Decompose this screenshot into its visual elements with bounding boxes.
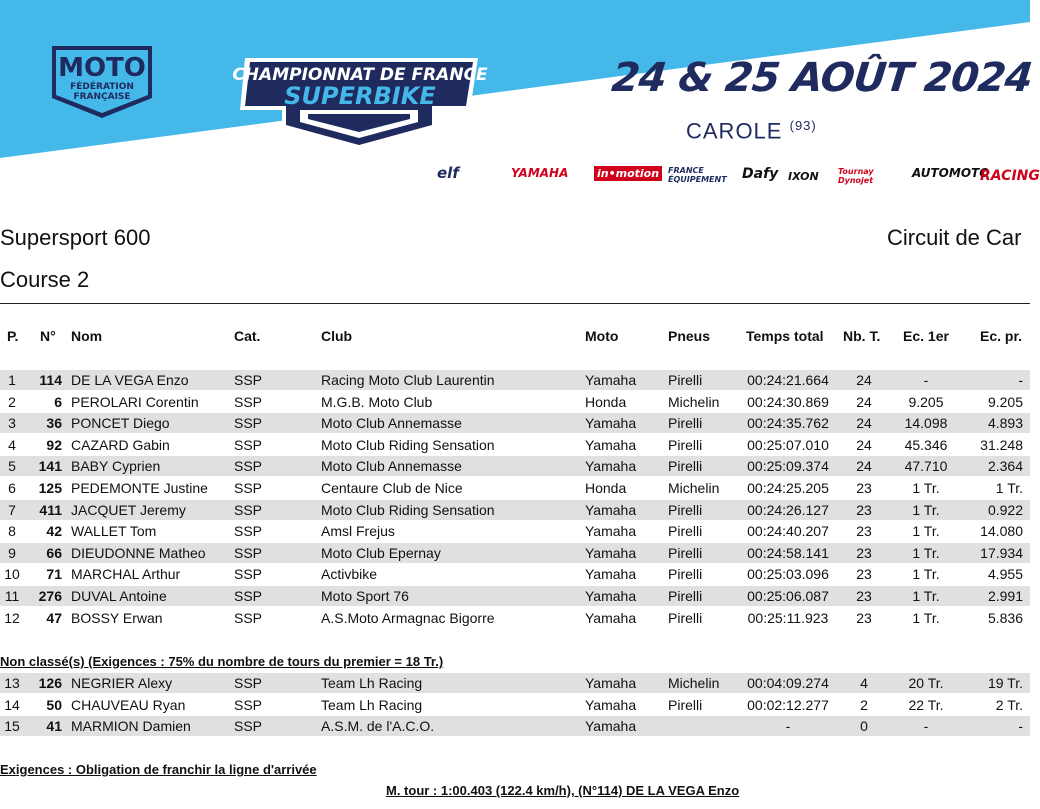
cell-gap-prev: 2.991: [987, 588, 1023, 604]
ffm-logo-line3: FRANÇAISE: [73, 92, 131, 102]
cell-laps: 23: [856, 609, 872, 626]
not-classified-heading: Non classé(s) (Exigences : 75% du nombre de tours du premier = 18 Tr.): [0, 654, 444, 669]
result-row: [0, 500, 1030, 520]
cell-club: A.S.M. de l'A.C.O.: [321, 718, 435, 735]
cell-gap-prev: 0.922: [987, 501, 1023, 518]
cell-laps: 23: [856, 480, 872, 496]
cell-name: PEROLARI Corentin: [71, 393, 199, 410]
cell-tyres: Pirelli: [668, 523, 703, 540]
cell-num: 411: [39, 501, 62, 518]
cell-gap-prev: -: [1018, 718, 1023, 735]
cell-num: 66: [46, 544, 62, 561]
cell-laps: 24: [856, 458, 872, 475]
cell-total-time: 00:24:35.762: [747, 415, 829, 432]
cell-moto: Yamaha: [585, 523, 637, 540]
cell-total-time: -: [785, 718, 791, 735]
cell-laps: 2: [860, 696, 868, 713]
event-date: 24 & 25 AOÛT 2024: [609, 55, 1035, 101]
cell-gap-first: 45.346: [904, 436, 948, 453]
result-row: [0, 543, 1030, 563]
cell-total-time: 00:25:03.096: [747, 566, 829, 583]
cell-gap-first: -: [923, 372, 929, 388]
cell-name: BOSSY Erwan: [71, 609, 163, 626]
cell-pos: 3: [8, 415, 16, 432]
event-venue: [686, 118, 817, 144]
cell-laps: 23: [856, 588, 872, 604]
cell-moto: Yamaha: [585, 696, 637, 713]
cell-gap-prev: 2.364: [987, 458, 1023, 475]
cell-gap-first: 14.098: [904, 415, 948, 432]
sponsor-racing-logo: RACING: [980, 168, 1040, 184]
cell-gap-first: 9.205: [908, 393, 944, 410]
cell-gap-prev: 9.205: [987, 393, 1023, 410]
cell-laps: 4: [860, 675, 868, 691]
cell-cat: SSP: [234, 458, 263, 475]
cell-total-time: 00:24:25.205: [747, 480, 829, 496]
cell-num: 47: [46, 609, 62, 626]
cell-pos: 13: [4, 675, 20, 691]
cell-tyres: Pirelli: [668, 566, 703, 583]
col-header-tyres: Pneus: [668, 328, 711, 344]
sponsor-automoto-logo: AUTOMOTO: [912, 166, 990, 180]
cell-laps: 24: [856, 393, 872, 410]
cell-name: CHAUVEAU Ryan: [71, 696, 186, 713]
cell-gap-first: 1 Tr.: [912, 544, 940, 561]
cell-num: 71: [46, 566, 62, 583]
cell-name: WALLET Tom: [71, 523, 157, 540]
cell-laps: 23: [856, 501, 872, 518]
sponsor-dafy-logo: Dafy: [742, 166, 779, 182]
cell-num: 141: [38, 458, 62, 475]
cell-total-time: 00:25:11.923: [747, 609, 829, 626]
col-header-num: N°: [40, 328, 56, 344]
cell-gap-prev: 17.934: [980, 544, 1023, 561]
col-header-total-time: Temps total: [746, 328, 824, 344]
cell-club: Moto Sport 76: [321, 588, 409, 604]
cell-laps: 0: [860, 718, 868, 735]
cell-gap-prev: 19 Tr.: [987, 675, 1023, 691]
cell-moto: Yamaha: [585, 588, 637, 604]
requirements-note: Exigences : Obligation de franchir la ligne d'arrivée: [0, 762, 317, 777]
col-header-cat: Cat.: [234, 328, 261, 344]
result-row: [0, 564, 1030, 584]
ffm-logo-line2: FÉDÉRATION: [70, 82, 134, 92]
cell-gap-prev: 4.893: [987, 415, 1023, 432]
cell-club: M.G.B. Moto Club: [321, 393, 433, 410]
cell-club: Team Lh Racing: [321, 675, 423, 691]
cell-moto: Honda: [585, 393, 627, 410]
cell-tyres: Pirelli: [668, 501, 703, 518]
cell-pos: 2: [8, 393, 16, 410]
cell-name: MARMION Damien: [71, 718, 191, 735]
cell-gap-prev: 2 Tr.: [995, 696, 1023, 713]
cell-gap-first: 1 Tr.: [912, 480, 940, 496]
cell-tyres: Pirelli: [668, 588, 703, 604]
cell-num: 50: [46, 696, 62, 713]
cell-gap-prev: 5.836: [987, 609, 1023, 626]
circuit-title: Circuit de Car: [887, 225, 1022, 250]
cell-total-time: 00:24:58.141: [747, 544, 829, 561]
cell-pos: 6: [8, 480, 16, 496]
cell-tyres: Pirelli: [668, 696, 703, 713]
cell-name: BABY Cyprien: [71, 458, 161, 475]
cell-cat: SSP: [234, 393, 263, 410]
col-header-name: Nom: [71, 328, 103, 344]
cell-club: Moto Club Riding Sensation: [321, 501, 495, 518]
sponsor-dynojet-logo: Tournay Dynojet: [838, 167, 874, 185]
cell-moto: Yamaha: [585, 436, 637, 453]
cell-laps: 24: [856, 415, 872, 432]
cell-tyres: Pirelli: [668, 458, 703, 475]
cell-name: MARCHAL Arthur: [71, 566, 181, 583]
cell-num: 92: [46, 436, 62, 453]
championship-logo: [232, 58, 488, 150]
cell-tyres: Pirelli: [668, 415, 703, 432]
col-header-moto: Moto: [585, 328, 619, 344]
cell-moto: Yamaha: [585, 501, 637, 518]
cell-club: Moto Club Annemasse: [321, 415, 462, 432]
cell-laps: 24: [856, 436, 872, 453]
cell-moto: Yamaha: [585, 415, 637, 432]
cell-moto: Yamaha: [585, 609, 637, 626]
cell-gap-prev: 14.080: [980, 523, 1023, 540]
result-row: [0, 521, 1030, 541]
result-row: [0, 370, 1030, 390]
cell-cat: SSP: [234, 609, 263, 626]
cell-name: DIEUDONNE Matheo: [71, 544, 206, 561]
cell-num: 125: [38, 480, 62, 496]
championship-logo-line1: CHAMPIONNAT DE FRANCE: [232, 65, 488, 85]
result-row: [0, 392, 1030, 412]
cell-cat: SSP: [234, 718, 263, 735]
cell-gap-first: 47.710: [904, 458, 948, 475]
cell-total-time: 00:25:07.010: [747, 436, 829, 453]
cell-gap-prev: 1 Tr.: [995, 480, 1023, 496]
cell-moto: Yamaha: [585, 718, 637, 735]
cell-tyres: Pirelli: [668, 436, 703, 453]
cell-cat: SSP: [234, 415, 263, 432]
venue-name: CAROLE: [686, 118, 783, 144]
cell-moto: Yamaha: [585, 372, 637, 388]
cell-gap-first: 22 Tr.: [908, 696, 944, 713]
sponsor-ixon-logo: IXON: [788, 170, 819, 183]
cell-num: 126: [38, 675, 62, 691]
col-header-laps: Nb. T.: [843, 328, 881, 344]
cell-tyres: Pirelli: [668, 609, 703, 626]
cell-laps: 24: [856, 372, 872, 388]
cell-club: Moto Club Epernay: [321, 544, 441, 561]
cell-club: Moto Club Riding Sensation: [321, 436, 495, 453]
cell-cat: SSP: [234, 523, 263, 540]
cell-pos: 9: [8, 544, 16, 561]
cell-num: 276: [38, 588, 62, 604]
cell-num: 42: [46, 523, 62, 540]
col-header-gap-prev: Ec. pr.: [980, 328, 1023, 344]
cell-pos: 14: [4, 696, 20, 713]
cell-laps: 23: [856, 523, 872, 540]
cell-club: Amsl Frejus: [321, 523, 395, 540]
cell-gap-first: 20 Tr.: [908, 675, 944, 691]
cell-total-time: 00:24:26.127: [747, 501, 829, 518]
cell-moto: Yamaha: [585, 544, 637, 561]
cell-pos: 10: [4, 566, 20, 583]
cell-moto: Yamaha: [585, 458, 637, 475]
cell-cat: SSP: [234, 544, 263, 561]
cell-pos: 5: [8, 458, 16, 475]
ffm-logo-line1: MOTO: [58, 53, 146, 83]
cell-pos: 15: [4, 718, 20, 735]
sponsor-france-equipement-logo: FRANCE ÉQUIPEMENT: [668, 166, 727, 184]
cell-total-time: 00:24:40.207: [747, 523, 829, 540]
cell-club: Moto Club Annemasse: [321, 458, 462, 475]
sponsor-inmotion-logo: in•motion: [594, 166, 662, 181]
cell-name: PONCET Diego: [71, 415, 170, 432]
cell-total-time: 00:02:12.277: [747, 696, 829, 713]
cell-pos: 7: [8, 501, 16, 518]
best-lap-note: M. tour : 1:00.403 (122.4 km/h), (N°114) DE LA VEGA Enzo: [386, 783, 740, 798]
col-header-gap-first: Ec. 1er: [903, 328, 949, 344]
result-row: [0, 456, 1030, 476]
cell-name: CAZARD Gabin: [71, 436, 170, 453]
race-title: Course 2: [0, 267, 90, 292]
cell-gap-prev: -: [1018, 372, 1023, 388]
cell-gap-first: 1 Tr.: [912, 609, 940, 626]
cell-club: Centaure Club de Nice: [321, 480, 463, 496]
category-title: Supersport 600: [0, 225, 151, 250]
cell-name: DUVAL Antoine: [71, 588, 167, 604]
result-row: [0, 586, 1030, 606]
cell-cat: SSP: [234, 372, 263, 388]
cell-num: 36: [46, 415, 62, 432]
cell-moto: Honda: [585, 480, 627, 496]
result-row: [0, 716, 1030, 736]
cell-total-time: 00:25:09.374: [747, 458, 829, 475]
cell-moto: Yamaha: [585, 675, 637, 691]
cell-total-time: 00:04:09.274: [747, 675, 829, 691]
cell-gap-first: 1 Tr.: [912, 501, 940, 518]
cell-total-time: 00:25:06.087: [747, 588, 829, 604]
cell-name: DE LA VEGA Enzo: [71, 372, 189, 388]
cell-cat: SSP: [234, 675, 263, 691]
cell-num: 114: [39, 372, 62, 388]
result-row: [0, 435, 1030, 455]
cell-pos: 11: [4, 588, 20, 604]
cell-gap-first: 1 Tr.: [912, 523, 940, 540]
cell-tyres: Pirelli: [668, 372, 703, 388]
cell-laps: 23: [856, 566, 872, 583]
cell-cat: SSP: [234, 501, 263, 518]
cell-cat: SSP: [234, 436, 263, 453]
cell-tyres: Michelin: [668, 675, 720, 691]
cell-tyres: Pirelli: [668, 544, 703, 561]
cell-name: JACQUET Jeremy: [71, 501, 186, 518]
cell-gap-first: 1 Tr.: [912, 566, 940, 583]
cell-club: Team Lh Racing: [321, 696, 423, 713]
cell-name: PEDEMONTE Justine: [71, 480, 208, 496]
cell-laps: 23: [856, 544, 872, 561]
cell-tyres: Michelin: [668, 480, 720, 496]
cell-cat: SSP: [234, 566, 263, 583]
venue-department: (93): [789, 118, 817, 133]
cell-gap-first: 1 Tr.: [912, 588, 940, 604]
cell-moto: Yamaha: [585, 566, 637, 583]
result-row: [0, 608, 1030, 628]
col-header-pos: P.: [7, 328, 19, 344]
cell-pos: 12: [4, 609, 20, 626]
cell-pos: 8: [8, 523, 16, 540]
championship-logo-line2: SUPERBIKE: [284, 82, 436, 110]
result-row: [0, 413, 1030, 433]
cell-name: NEGRIER Alexy: [71, 675, 173, 691]
header-divider: [0, 303, 1030, 304]
cell-pos: 1: [8, 372, 16, 388]
cell-club: A.S.Moto Armagnac Bigorre: [321, 609, 495, 626]
cell-num: 41: [46, 718, 62, 735]
sponsor-yamaha-logo: YAMAHA: [511, 166, 569, 180]
cell-gap-prev: 4.955: [987, 566, 1023, 583]
cell-num: 6: [54, 393, 62, 410]
cell-gap-prev: 31.248: [980, 436, 1023, 453]
cell-cat: SSP: [234, 480, 263, 496]
cell-pos: 4: [8, 436, 16, 453]
cell-gap-first: -: [923, 718, 929, 735]
result-row: [0, 695, 1030, 715]
cell-cat: SSP: [234, 696, 263, 713]
result-row: [0, 478, 1030, 498]
cell-total-time: 00:24:30.869: [747, 393, 829, 410]
result-row: [0, 673, 1030, 693]
col-header-club: Club: [321, 328, 353, 344]
cell-club: Racing Moto Club Laurentin: [321, 372, 495, 388]
cell-club: Activbike: [321, 566, 378, 583]
cell-cat: SSP: [234, 588, 263, 604]
sponsor-elf-logo: elf: [437, 164, 459, 182]
cell-total-time: 00:24:21.664: [747, 372, 829, 388]
cell-tyres: Michelin: [668, 393, 720, 410]
